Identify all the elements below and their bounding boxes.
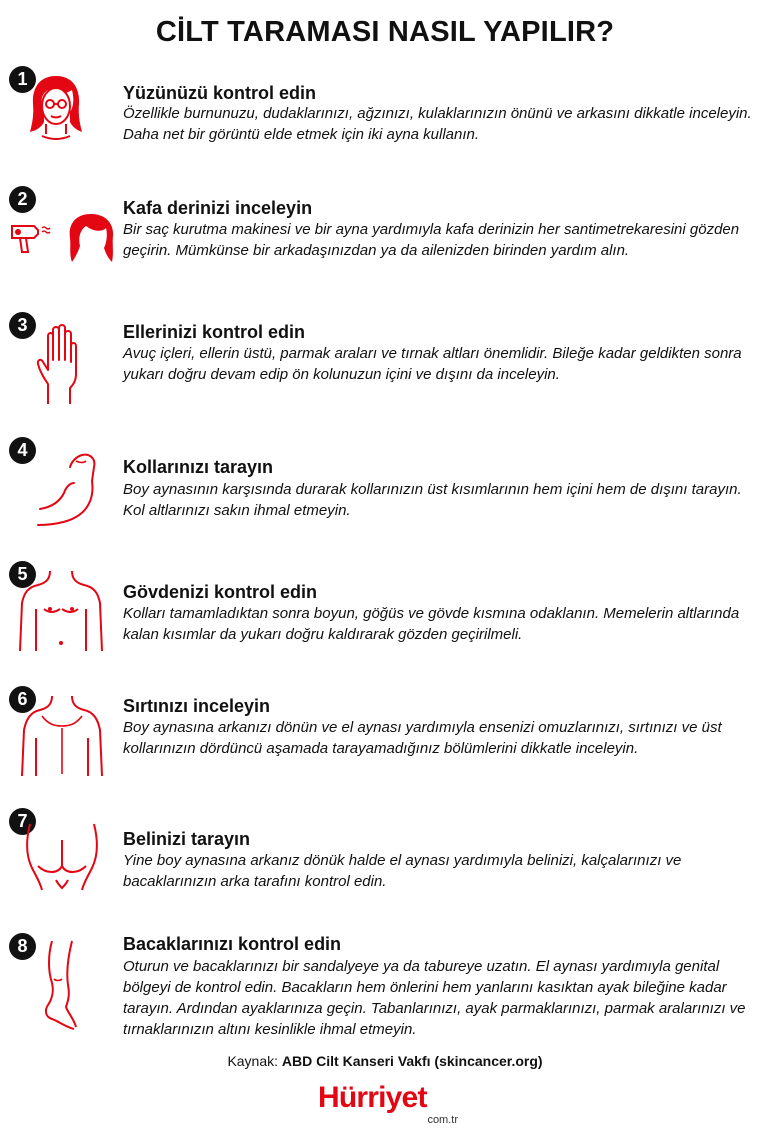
leg-icon bbox=[40, 939, 86, 1031]
torso-icon bbox=[18, 569, 104, 653]
step-heading-6: Sırtınızı inceleyin bbox=[123, 696, 271, 716]
step-number-5: 5 bbox=[9, 561, 36, 588]
back-icon bbox=[20, 694, 104, 778]
hips-icon bbox=[24, 822, 100, 892]
logo-domain: com.tr bbox=[427, 1114, 458, 1126]
page-title: CİLT TARAMASI NASIL YAPILIR? bbox=[155, 16, 615, 48]
step-description-6: Boy aynasına arkanızı dönün ve el aynası yardımıyla ensenizi omuzlarınızı, sırtınızı ve üst kollarınızın dördüncü aşamada tarayamadığınız bölümlerini dikkatle inceleyin. bbox=[123, 719, 722, 757]
step-heading-8: Bacaklarınızı kontrol edin bbox=[123, 934, 342, 954]
step-number-4: 4 bbox=[9, 437, 36, 464]
step-number-6: 6 bbox=[9, 686, 36, 713]
step-number-1: 1 bbox=[9, 66, 36, 93]
step-description-3: Avuç içleri, ellerin üstü, parmak araları ve tırnak altları önemlidir. Bileğe kadar geldikten sonra yukarı doğru devam edip ön kolunuzun içini ve dışını da inceleyin. bbox=[123, 345, 742, 383]
step-heading-1: Yüzünüzü kontrol edin bbox=[123, 83, 316, 103]
step-description-7: Yine boy aynasına arkanız dönük halde el aynası yardımıyla belinizi, kalçalarınızı ve bacaklarınızın arka tarafını kontrol edin. bbox=[123, 852, 682, 890]
source-line bbox=[0, 1053, 770, 1069]
step-description-2: Bir saç kurutma makinesi ve bir ayna yardımıyla kafa derinizin her santimetrekaresini gözden geçirin. Mümkünse bir arkadaşınızdan ya da ailenizden birinden yardım alın. bbox=[123, 221, 740, 259]
face-icon bbox=[26, 72, 86, 142]
step-number-2: 2 bbox=[9, 186, 36, 213]
step-description-8: Oturun ve bacaklarınızı bir sandalyeye ya da tabureye uzatın. El aynası yardımıyla genital bölgeyi de kontrol edin. Bacakların hem önlerini hem yanlarını kasıktan ayak bileğine kadar tarayın. Ardından ayaklarınıza geçin. Tabanlarınızı, ayak parmaklarınızı, parmak aralarınızı ve tırnaklarınızın altını kesinlikle ihmal etmeyin. bbox=[123, 958, 746, 1038]
source-label: Kaynak: bbox=[227, 1053, 279, 1069]
step-number-8: 8 bbox=[9, 933, 36, 960]
step-heading-2: Kafa derinizi inceleyin bbox=[123, 198, 313, 218]
hand-icon bbox=[34, 322, 90, 406]
hair-icon bbox=[66, 212, 116, 264]
hair-dryer-icon bbox=[8, 220, 54, 256]
step-number-3: 3 bbox=[9, 312, 36, 339]
step-heading-5: Gövdenizi kontrol edin bbox=[123, 582, 318, 602]
step-description-1: Özellikle burnunuzu, dudaklarınızı, ağzınızı, kulaklarınızın önünü ve arkasını dikkatle inceleyin. Daha net bir görüntü elde etmek için iki ayna kullanın. bbox=[123, 105, 752, 143]
step-heading-7: Belinizi tarayın bbox=[123, 829, 251, 849]
source-value: ABD Cilt Kanseri Vakfı (skincancer.org) bbox=[281, 1053, 543, 1069]
logo-name: Hürriyet bbox=[318, 1081, 427, 1114]
step-heading-4: Kollarınızı tarayın bbox=[123, 457, 274, 477]
step-description-5: Kolları tamamladıktan sonra boyun, göğüs ve gövde kısmına odaklanın. Memelerin altlarında kalan kısımlar da yukarı doğru kaldırarak gözden geçirilmeli. bbox=[123, 605, 740, 643]
step-heading-3: Ellerinizi kontrol edin bbox=[123, 322, 306, 342]
hurriyet-logo bbox=[318, 1081, 458, 1129]
step-number-7: 7 bbox=[9, 808, 36, 835]
arm-icon bbox=[36, 447, 100, 527]
step-description-4: Boy aynasının karşısında durarak kollarınızın üst kısımlarının hem içini hem de dışını tarayın. Kol altlarınızı sakın ihmal etmeyin. bbox=[123, 481, 742, 519]
